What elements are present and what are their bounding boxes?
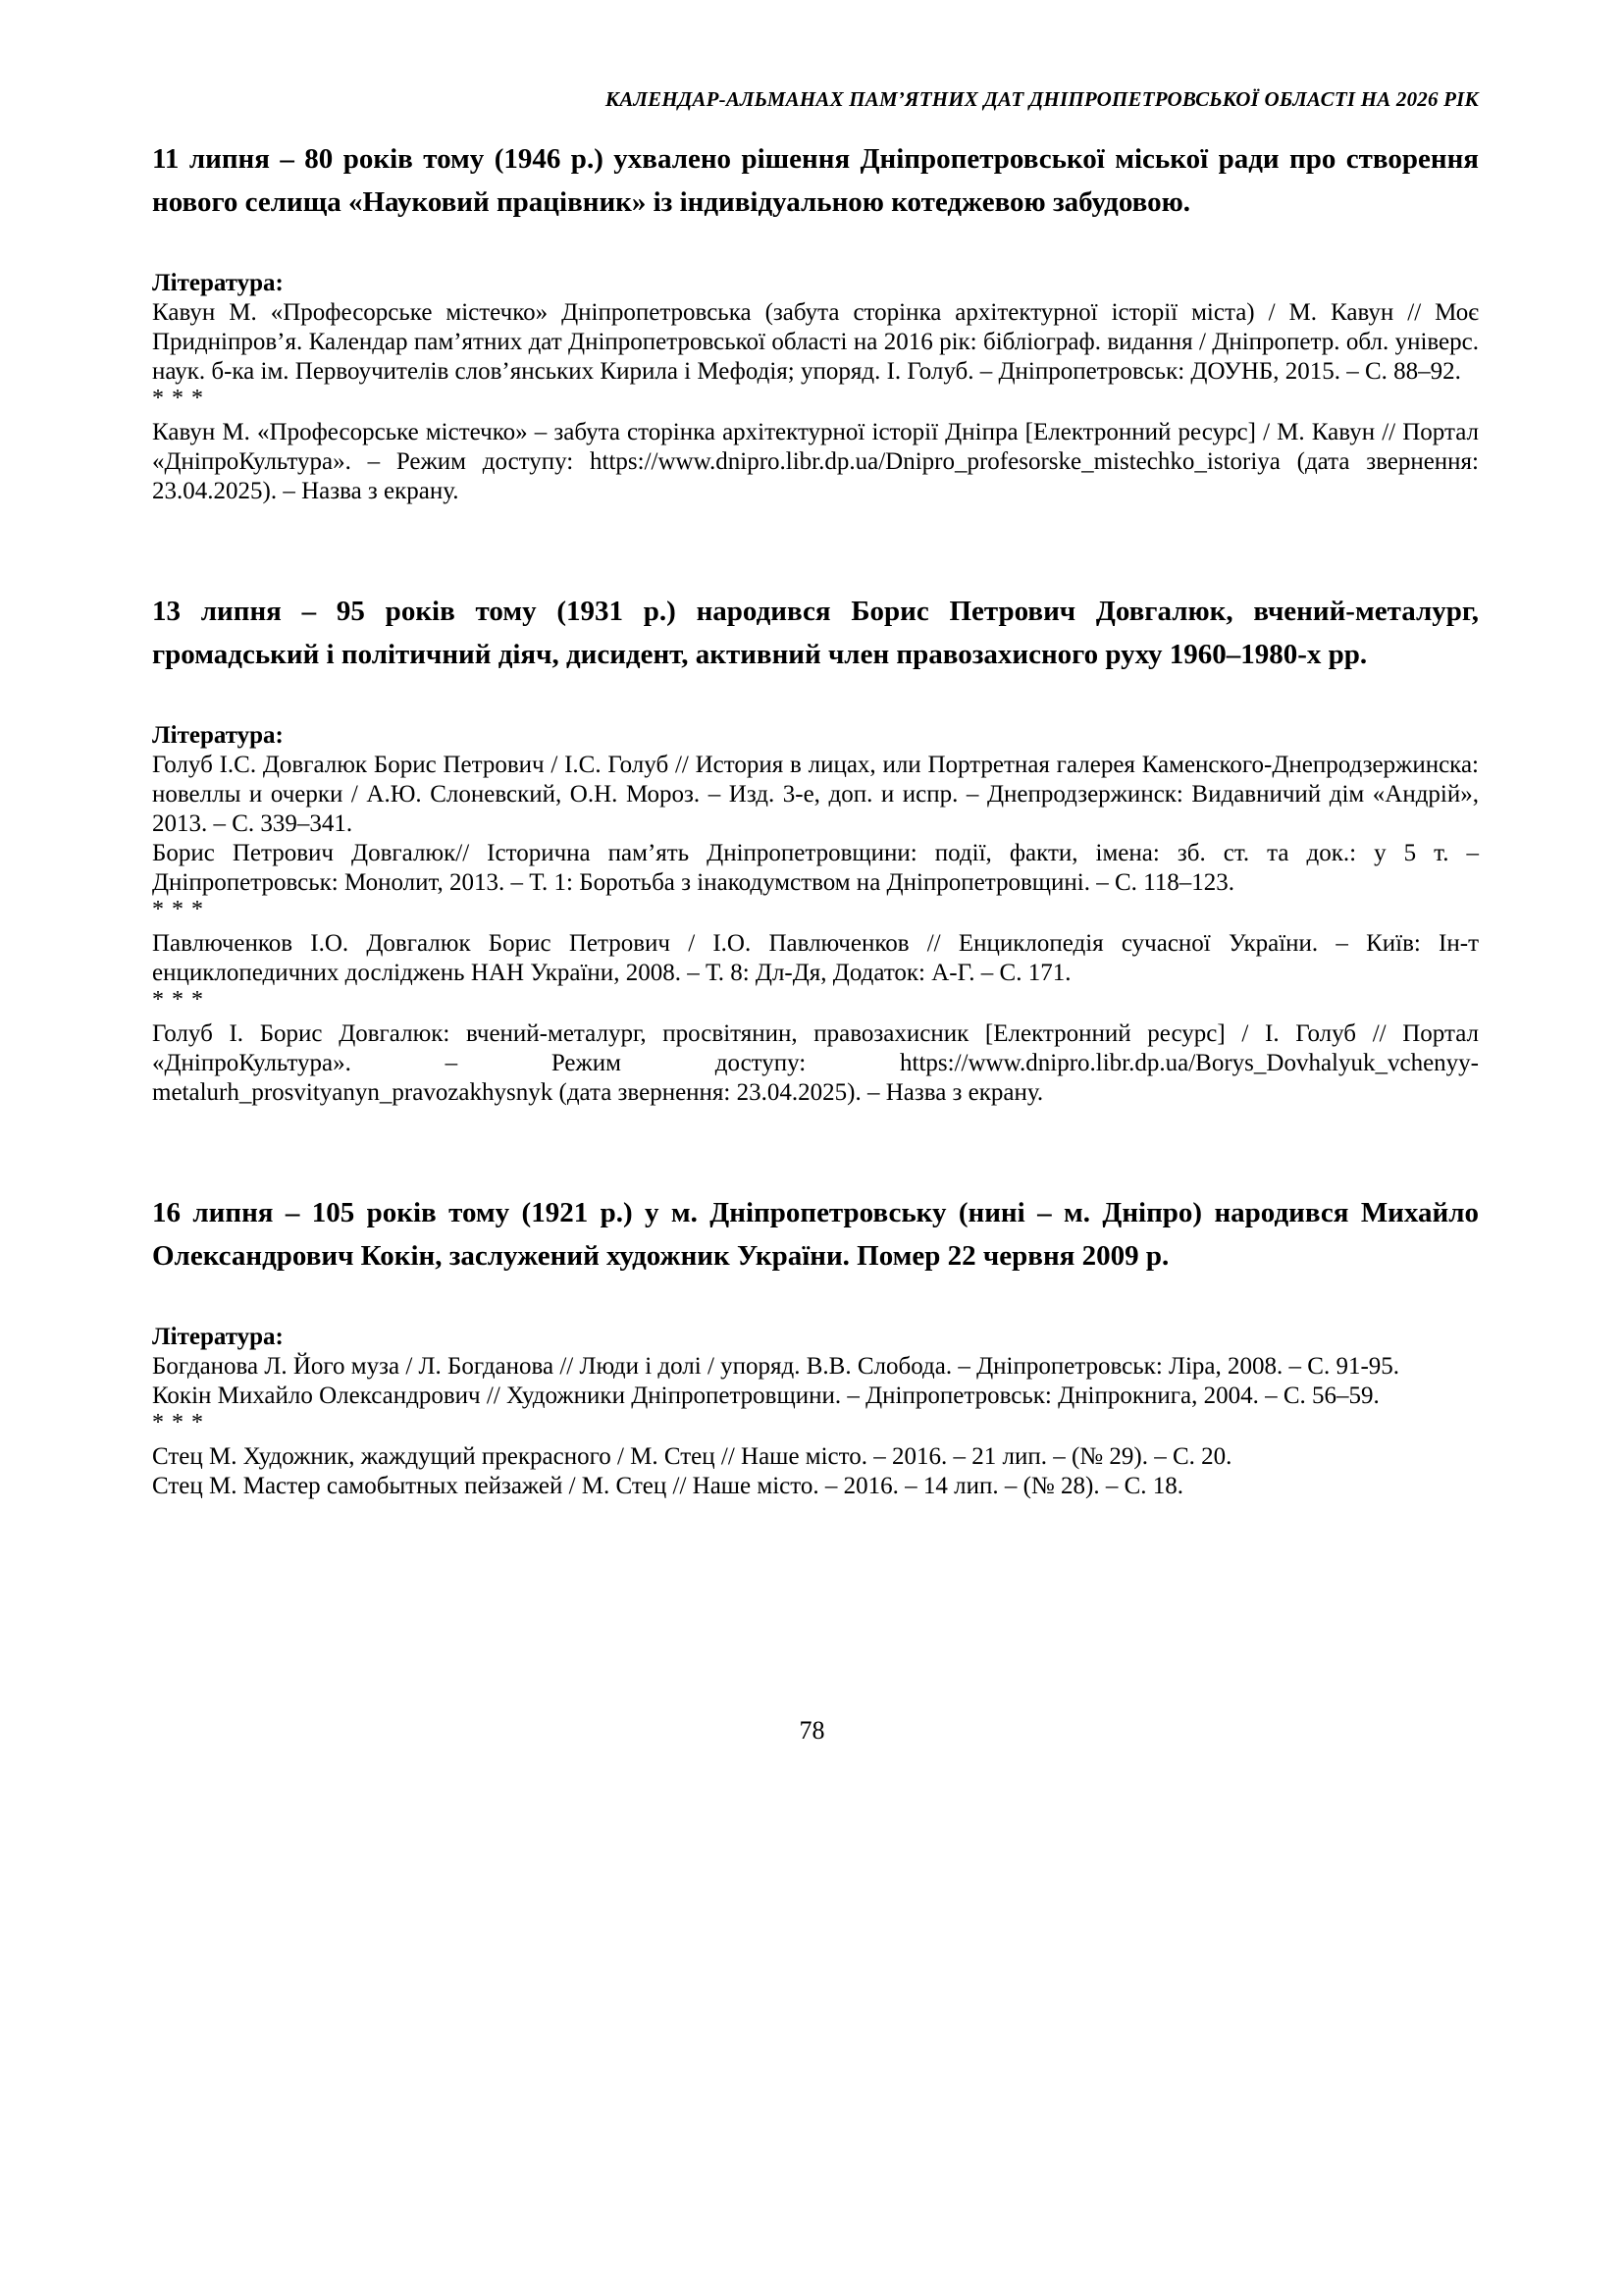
bibliography-entry: Стец М. Мастер самобытных пейзажей / М. Стец // Наше місто. – 2016. – 14 лип. – (№ 28). – С. 18. [152, 1473, 1184, 1499]
bibliography-entry: Голуб І.С. Довгалюк Борис Петрович / І.С. Голуб // История в лицах, или Портретная галерея Каменского-Днепродзержинска: новеллы и очерки / А.Ю. Слоневский, О.Н. Мороз. – Изд. 3-е, доп. и испр. – Днепродзержинск: Видавничий дім «Андрій», 2013. – С. 339–341. [152, 752, 1479, 837]
date-section-16-july [152, 1191, 1479, 1501]
separator-stars: * * * [152, 386, 204, 411]
separator-stars: * * * [152, 1410, 204, 1435]
literature-label: Література: [152, 1324, 284, 1350]
literature-label: Література: [152, 722, 284, 749]
date-section-13-july [152, 590, 1479, 1108]
bibliography-entry: Павлюченков І.О. Довгалюк Борис Петрович / І.О. Павлюченков // Енциклопедія сучасної України. – Київ: Ін-т енциклопедичних досліджень НАН України, 2008. – Т. 8: Дл-Дя, Додаток: А-Г. – С. 171. [152, 930, 1479, 986]
bibliography-entry: Борис Петрович Довгалюк// Історична пам’ять Дніпропетровщини: події, факти, імена: зб. ст. та док.: у 5 т. – Дніпропетровськ: Монолит, 2013. – Т. 1: Боротьба з інакодумством на Дніпропетровщині. – С. 118–123. [152, 840, 1479, 896]
section-heading: 11 липня – 80 років тому (1946 р.) ухвалено рішення Дніпропетровської міської ради про створення нового селища «Науковий працівник» із індивідуальною котеджевою забудовою. [152, 143, 1479, 218]
bibliography-entry: Кавун М. «Професорське містечко» – забута сторінка архітектурної історії Дніпра [Електронний ресурс] / М. Кавун // Портал «ДніпроКультура». – Режим доступу: https://www.dnipro.libr.dp.ua/Dnipro_profesorske_mistechko_istoriya (дата звернення: 23.04.2025). – Назва з екрану. [152, 419, 1479, 504]
bibliography-entry: Стец М. Художник, жаждущий прекрасного / М. Стец // Наше місто. – 2016. – 21 лип. – (№ 29). – С. 20. [152, 1443, 1232, 1470]
section-heading: 13 липня – 95 років тому (1931 р.) народився Борис Петрович Довгалюк, вчений-металург, громадський і політичний діяч, дисидент, активний член правозахисного руху 1960–1980-х рр. [152, 596, 1479, 670]
bibliography-entry: Кавун М. «Професорське містечко» Дніпропетровська (забута сторінка архітектурної історії міста) / М. Кавун // Моє Придніпров’я. Календар пам’ятних дат Дніпропетровської області на 2016 рік: бібліограф. видання / Дніпропетр. обл. універс. наук. б-ка ім. Первоучителів слов’янських Кирила і Мефодія; упоряд. І. Голуб. – Дніпропетровськ: ДОУНБ, 2015. – С. 88–92. [152, 299, 1479, 385]
section-heading: 16 липня – 105 років тому (1921 р.) у м. Дніпропетровську (нині – м. Дніпро) народився Михайло Олександрович Кокін, заслужений художник України. Помер 22 червня 2009 р. [152, 1197, 1479, 1272]
page-content [152, 0, 1479, 1501]
literature-label: Література: [152, 270, 284, 296]
bibliography-entry: Богданова Л. Його муза / Л. Богданова // Люди і долі / упоряд. В.В. Слобода. – Дніпропетровськ: Ліра, 2008. – С. 91-95. [152, 1353, 1400, 1380]
bibliography-entry: Голуб І. Борис Довгалюк: вчений-металург, просвітянин, правозахисник [Електронний ресурс] / І. Голуб // Портал «ДніпроКультура». – Режим доступу: https://www.dnipro.libr.dp.ua/Borys_Dovhalyuk_vchenyy-metalurh_prosvityanyn_pravozakhysnyk (дата звернення: 23.04.2025). – Назва з екрану. [152, 1020, 1479, 1106]
page-number: 78 [799, 1716, 825, 1745]
separator-stars: * * * [152, 987, 204, 1013]
bibliography-entry: Кокін Михайло Олександрович // Художники Дніпропетровщини. – Дніпропетровськ: Дніпрокнига, 2004. – С. 56–59. [152, 1382, 1380, 1409]
date-section-11-july [152, 137, 1479, 506]
running-header: КАЛЕНДАР-АЛЬМАНАХ ПАМ’ЯТНИХ ДАТ ДНІПРОПЕТРОВСЬКОЇ ОБЛАСТІ НА 2026 РІК [604, 87, 1479, 111]
separator-stars: * * * [152, 897, 204, 922]
